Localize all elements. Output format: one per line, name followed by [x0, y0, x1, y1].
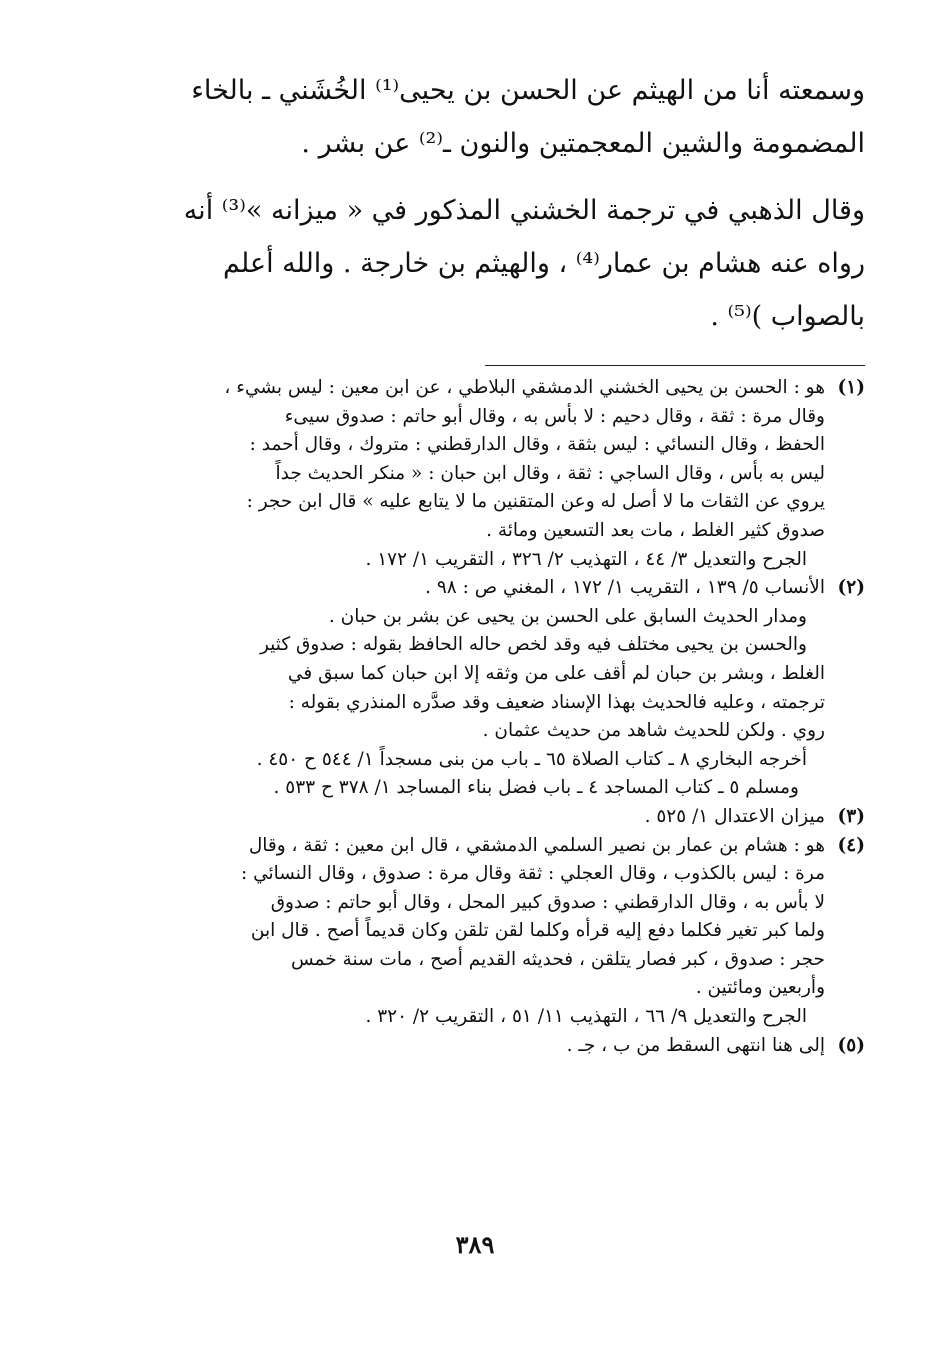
footnote-number: (٣): [837, 805, 865, 827]
footnote-line: وأربعين ومائتين .: [695, 977, 825, 999]
text-line: المضمومة والشين المعجمتين والنون ـ⁽²⁾ عن بشر .: [301, 128, 865, 159]
page-content: [150, 64, 865, 1060]
text-line: رواه عنه هشام بن عمار⁽⁴⁾ ، والهيثم بن خارجة . والله أعلم: [223, 248, 865, 279]
footnote-line: الأنساب ٥/ ١٣٩ ، التقريب ١/ ١٧٢ ، المغني ص : ٩٨ .: [425, 577, 825, 599]
footnote-body: [150, 832, 825, 1032]
footnote-line: الجرح والتعديل ٣/ ٤٤ ، التهذيب ٢/ ٣٢٦ ، التقريب ١/ ١٧٢ .: [365, 548, 807, 570]
footnote-line: حجر : صدوق ، كبر فصار يتلقن ، فحديثه القديم أصح ، مات سنة خمس: [290, 948, 825, 970]
footnote-line: وقال مرة : ثقة ، وقال دحيم : لا بأس به ، وقال أبو حاتم : صدوق سيىء: [284, 405, 825, 427]
footnote-number: (٥): [837, 1034, 865, 1056]
footnote-line: صدوق كثير الغلط ، مات بعد التسعين ومائة .: [486, 519, 825, 541]
footnote-4: [150, 832, 865, 1032]
footnote-line: ومسلم ٥ ـ كتاب المساجد ٤ ـ باب فضل بناء المساجد ١/ ٣٧٨ ح ٥٣٣ .: [273, 777, 799, 799]
footnote-line: ومدار الحديث السابق على الحسن بن يحيى عن بشر بن حبان .: [328, 605, 807, 627]
footnote-body: [150, 1032, 825, 1061]
footnote-line: هو : الحسن بن يحيى الخشني الدمشقي البلاطي ، عن ابن معين : ليس بشيء ،: [224, 377, 825, 398]
footnote-1: [150, 374, 865, 574]
footnote-body: [150, 803, 825, 832]
footnote-line: ليس به بأس ، وقال الساجي : ثقة ، وقال ابن حبان : « منكر الحديث جداً: [275, 462, 825, 484]
footnote-line: الغلط ، وبشر بن حبان لم أقف على من وثقه إلا ابن حبان كما سبق في: [287, 662, 825, 684]
main-text: [150, 64, 865, 343]
text-line: وقال الذهبي في ترجمة الخشني المذكور في « ميزانه »⁽³⁾ أنه: [183, 195, 865, 226]
footnote-line: والحسن بن يحيى مختلف فيه وقد لخص حاله الحافظ بقوله : صدوق كثير: [259, 634, 807, 656]
footnote-line: إلى هنا انتهى السقط من ب ، جـ .: [566, 1034, 825, 1056]
footnote-body: [150, 374, 825, 574]
footnote-body: [150, 574, 825, 803]
footnote-number: (٤): [837, 834, 865, 856]
footnotes: [150, 374, 865, 1060]
footnote-line: أخرجه البخاري ٨ ـ كتاب الصلاة ٦٥ ـ باب من بنى مسجداً ١/ ٥٤٤ ح ٤٥٠ .: [256, 748, 807, 770]
footnote-number: (١): [837, 377, 865, 398]
footnote-number: (٢): [837, 577, 865, 599]
footnote-3: [150, 803, 865, 832]
text-line: بالصواب )⁽⁵⁾ .: [710, 301, 865, 332]
footnote-separator: [485, 365, 865, 366]
footnote-line: هو : هشام بن عمار بن نصير السلمي الدمشقي ، قال ابن معين : ثقة ، وقال: [248, 834, 825, 856]
footnote-line: روي . ولكن للحديث شاهد من حديث عثمان .: [482, 720, 825, 742]
footnote-5: [150, 1032, 865, 1061]
footnote-2: [150, 574, 865, 803]
paragraph-2: [150, 184, 865, 343]
footnote-line: الجرح والتعديل ٩/ ٦٦ ، التهذيب ١١/ ٥١ ، التقريب ٢/ ٣٢٠ .: [365, 1006, 807, 1028]
footnote-line: يروي عن الثقات ما لا أصل له وعن المتقنين ما لا يتابع عليه » قال ابن حجر :: [246, 491, 825, 513]
paragraph-1: [150, 64, 865, 170]
footnote-line: ولما كبر تغير فكلما دفع إليه قرأه وكلما لقن تلقن وكان قديماً أصح . قال ابن: [250, 920, 825, 942]
footnote-line: مرة : ليس بالكذوب ، وقال العجلي : ثقة وقال مرة : صدوق ، وقال النسائي :: [240, 863, 825, 885]
footnote-line: لا بأس به ، وقال الدارقطني : صدوق كبير المحل ، وقال أبو حاتم : صدوق: [270, 891, 825, 913]
text-line: وسمعته أنا من الهيثم عن الحسن بن يحيى⁽¹⁾ الخُشَني ـ بالخاء: [191, 75, 865, 106]
footnote-line: ترجمته ، وعليه فالحديث بهذا الإسناد ضعيف وقد صدَّره المنذري بقوله :: [288, 691, 825, 713]
footnote-line: ميزان الاعتدال ١/ ٥٢٥ .: [644, 805, 825, 827]
page-number: ٣٨٩: [455, 1230, 495, 1259]
footnote-line: الحفظ ، وقال النسائي : ليس بثقة ، وقال الدارقطني : متروك ، وقال أحمد :: [249, 434, 825, 456]
